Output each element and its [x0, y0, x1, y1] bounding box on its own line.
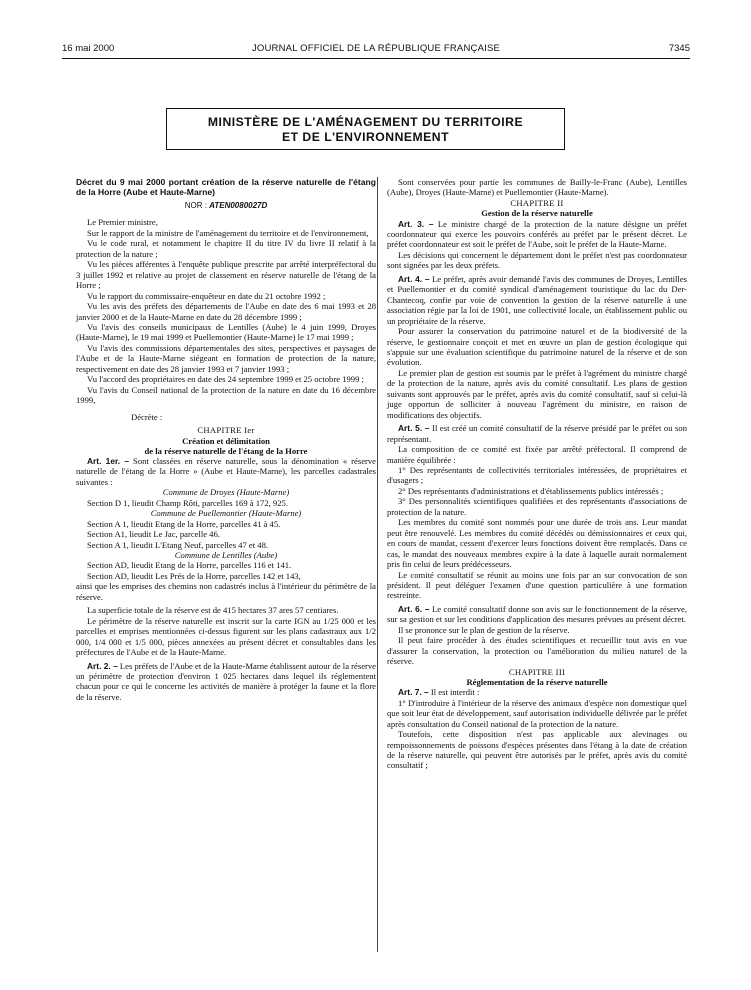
article-3-text: Le ministre chargé de la protection de la nature désigne un préfet coordonnateur qui exerce les pouvoirs conférés au préfet par le présent décret. Le préfet coordonnateur est soit le préfet de l'Aube, soit le préfet de la Haute-Marne.	[387, 218, 687, 250]
article-3	[387, 219, 687, 250]
article-5	[387, 423, 687, 444]
body-paragraph: 1° Des représentants de collectivités territoriales intéressées, de propriétaires et d'usagers ;	[387, 464, 687, 486]
chapter-2-heading: CHAPITRE II	[510, 197, 564, 208]
article-2-text: Les préfets de l'Aube et de la Haute-Marne établissent autour de la réserve un périmètre de protection d'environ 1 025 hectares dans lequel ils réglementent chacun pour ce qui le concerne les activités de manière à protéger la faune et la flore de la réserve.	[76, 660, 376, 702]
right-column	[387, 177, 687, 771]
article-1	[76, 456, 376, 487]
chapter-3-title: Réglementation de la réserve naturelle	[466, 677, 608, 688]
body-paragraph: Le comité consultatif se réunit au moins une fois par an sur convocation de son président. Il peut déléguer l'examen d'une question particulière à une formation restreinte.	[387, 569, 687, 601]
commune-heading: Commune de Puellemontier (Haute-Marne)	[150, 508, 302, 519]
intro-paragraph: Vu l'accord des propriétaires en date des 24 septembre 1999 et 25 octobre 1999 ;	[87, 374, 364, 385]
parcel-line: Section A1, lieudit Le Jac, parcelle 46.	[87, 529, 220, 540]
header-journal-title: JOURNAL OFFICIEL DE LA RÉPUBLIQUE FRANÇAISE	[251, 43, 501, 54]
parcel-line: Section D 1, lieudit Champ Rôti, parcelles 169 à 172, 925.	[87, 497, 288, 508]
nor-reference	[76, 201, 376, 211]
article-4-label: Art. 4. –	[398, 273, 430, 284]
body-paragraph: Sont conservées pour partie les communes de Bailly-le-Franc (Aube), Lentilles (Aube), Droyes (Haute-Marne) et Puellemontier (Haute-Marne).	[387, 177, 687, 198]
article-4	[387, 274, 687, 326]
page-header	[62, 43, 690, 57]
chapter-1-title-line-1: Création et délimitation	[182, 435, 270, 446]
decree-title: Décret du 9 mai 2000 portant création de la réserve naturelle de l'étang de la Horre (Aube et Haute-Marne)	[76, 177, 376, 197]
header-date: 16 mai 2000	[62, 43, 115, 54]
ministry-line-2: ET DE L'ENVIRONNEMENT	[281, 130, 450, 144]
body-paragraph: Les membres du comité sont nommés pour une durée de trois ans. Leur mandat peut être renouvelé. Les membres du comité décédés ou démissionnaires et ceux qui, en cours de mandat, cessent d'exercer leurs fonctions doivent être remplacés. Dans ce cas, le mandat des nouveaux membres expire à la date à laquelle aurait normalement pris fin celui de leurs prédécesseurs.	[387, 517, 687, 570]
body-paragraph: 2° Des représentants d'administrations et d'établissements publics intéressés ;	[398, 485, 664, 496]
body-paragraph: Il peut faire procéder à des études scientifiques et recueillir tout avis en vue d'assurer la conservation, la protection ou l'amélioration du milieu naturel de la réserve.	[387, 635, 687, 667]
body-paragraph: Toutefois, cette disposition n'est pas applicable aux alevinages ou rempoissonnements de poissons d'espèces présentes dans l'étang à la date de création de la réserve naturelle, qui peuvent être autorisés par le préfet, après avis du comité consultatif ;	[387, 729, 687, 771]
intro-paragraph: Vu l'avis du Conseil national de la protection de la nature en date du 16 décembre 1999,	[76, 384, 376, 406]
body-paragraph: Le premier plan de gestion est soumis par le préfet à l'agrément du ministre chargé de la protection de la nature, après avis du comité consultatif. Les plans de gestion suivants sont approuvés par le préfet, après avis du comité consultatif, sauf si celui-là juge opportun de solliciter à nouveau l'agrément du ministre, en raison de modifications des objectifs.	[387, 367, 687, 420]
parcel-line: Section AD, lieudit Etang de la Horre, parcelles 116 et 141.	[87, 560, 292, 571]
body-paragraph: 1° D'introduire à l'intérieur de la réserve des animaux d'espèce non domestique quel que soit leur état de développement, sauf autorisation individuelle délivrée par le préfet après consultation du Conseil national de la protection de la nature.	[387, 697, 687, 729]
commune-heading: Commune de Droyes (Haute-Marne)	[162, 487, 290, 498]
article-2-label: Art. 2. –	[87, 660, 118, 671]
chapter-1-title	[76, 436, 376, 456]
intro-paragraph: Le Premier ministre,	[87, 217, 158, 228]
intro-paragraph: Vu les avis des préfets des départements de l'Aube en date des 6 mai 1993 et 28 janvier 2000 et de la Haute-Marne en date du 28 décembre 1999 ;	[76, 301, 376, 322]
body-paragraph: La superficie totale de la réserve est de 415 hectares 37 ares 57 centiares.	[87, 605, 339, 616]
nor-label: NOR :	[184, 201, 210, 210]
article-6-label: Art. 6. –	[398, 603, 430, 614]
intro-paragraph: Vu les pièces afférentes à l'enquête publique prescrite par arrêté interpréfectoral du 3 juillet 1992 et relative au projet de classement en réserve naturelle de l'étang de la Horre ;	[76, 259, 376, 291]
body-paragraph: Le périmètre de la réserve naturelle est inscrit sur la carte IGN au 1/25 000 et les parcelles et emprises mentionnées ci-dessus figurent sur les plans cadastraux aux 1/2 000, 1/4 000 et 1/5 000, pièces annexées au présent décret et consultables dans les préfectures de l'Aube et de la Haute-Marne.	[76, 615, 376, 658]
chapter-1-title-line-2: de la réserve naturelle de l'étang de la Horre	[144, 445, 308, 456]
chapter-2-title: Gestion de la réserve naturelle	[481, 208, 593, 219]
parcel-line: Section A 1, lieudit L'Etang Neuf, parcelles 47 et 48.	[87, 539, 269, 550]
article-6	[387, 604, 687, 625]
chapter-1-heading: CHAPITRE Ier	[197, 425, 255, 436]
article-4-text: Le préfet, après avoir demandé l'avis des communes de Droyes, Lentilles et Puellemontier et du comité syndical d'aménagement touristique du lac du Der-Chantecoq, confie par voie de convention la gestion de la réserve naturelle à une association régie par la loi de 1901, une collectivité locale, un établissement public ou un propriétaire de la réserve.	[387, 273, 687, 326]
body-paragraph: Pour assurer la conservation du patrimoine naturel et de la biodiversité de la réserve, le gestionnaire conçoit et met en œuvre un plan de gestion écologique qui s'appuie sur une évaluation scientifique du patrimoine naturel de la réserve et de son évolution.	[387, 326, 687, 368]
intro-paragraph: Vu le code rural, et notamment le chapitre II du titre IV du livre II relatif à la protection de la nature ;	[76, 238, 376, 259]
header-rule	[62, 58, 690, 59]
ministry-banner	[166, 108, 565, 150]
article-2	[76, 661, 376, 703]
article-7	[387, 687, 687, 697]
article-5-text: Il est créé un comité consultatif de la réserve présidé par le préfet ou son représentant.	[387, 423, 687, 444]
body-paragraph: Il se prononce sur le plan de gestion de la réserve.	[398, 624, 570, 635]
decrete: Décrète :	[131, 411, 163, 422]
body-paragraph: ainsi que les emprises des chemins non cadastrés inclus à l'intérieur du périmètre de la réserve.	[76, 581, 376, 602]
intro-paragraph: Vu le rapport du commissaire-enquêteur en date du 21 octobre 1992 ;	[87, 290, 326, 301]
body-paragraph: Les décisions qui concernent le département dont le préfet n'est pas coordonnateur sont signées par les deux préfets.	[387, 249, 687, 271]
ministry-line-1: MINISTÈRE DE L'AMÉNAGEMENT DU TERRITOIRE	[207, 115, 524, 129]
article-7-label: Art. 7. –	[398, 687, 429, 698]
article-6-text: Le comité consultatif donne son avis sur le fonctionnement de la réserve, sur sa gestion et sur les conditions d'application des mesures prévues au présent décret.	[387, 603, 687, 625]
intro-paragraph: Sur le rapport de la ministre de l'aménagement du territoire et de l'environnement,	[87, 227, 369, 238]
header-page-number: 7345	[668, 43, 690, 54]
parcel-line: Section A 1, lieudit Etang de la Horre, parcelles 41 à 45.	[87, 518, 281, 529]
article-3-label: Art. 3. –	[398, 218, 434, 229]
article-5-label: Art. 5. –	[398, 423, 430, 434]
nor-code: ATEN0080027D	[209, 201, 268, 210]
left-column	[76, 177, 376, 702]
chapter-3-heading: CHAPITRE III	[508, 666, 566, 677]
body-paragraph: 3° Des personnalités scientifiques qualifiées et des représentants d'associations de protection de la nature.	[387, 496, 687, 517]
body-paragraph: La composition de ce comité est fixée par arrêté préfectoral. Il comprend de manière équilibrée :	[387, 444, 687, 465]
article-1-text: Sont classées en réserve naturelle, sous la dénomination « réserve naturelle de l'étang de la Horre » (Aube et Haute-Marne), les parcelles cadastrales suivantes :	[76, 455, 376, 487]
intro-paragraph: Vu l'avis des commissions départementales des sites, perspectives et paysages de l'Aube et de la Haute-Marne siégeant en formation de protection de la nature, respectivement en date des 28 janvier 1993 et 7 janvier 1993 ;	[76, 342, 376, 374]
column-divider	[377, 177, 378, 952]
commune-heading: Commune de Lentilles (Aube)	[174, 550, 278, 560]
parcel-line: Section AD, lieudit Les Prés de la Horre, parcelles 142 et 143,	[87, 570, 301, 581]
intro-paragraph: Vu l'avis des conseils municipaux de Lentilles (Aube) le 4 juin 1999, Droyes (Haute-Marne), le 19 mai 1999 et Puellemontier (Haute-Marne) le 17 mai 1999 ;	[76, 321, 376, 343]
article-1-label: Art. 1er. –	[87, 455, 129, 466]
article-7-text: Il est interdit :	[428, 687, 480, 698]
